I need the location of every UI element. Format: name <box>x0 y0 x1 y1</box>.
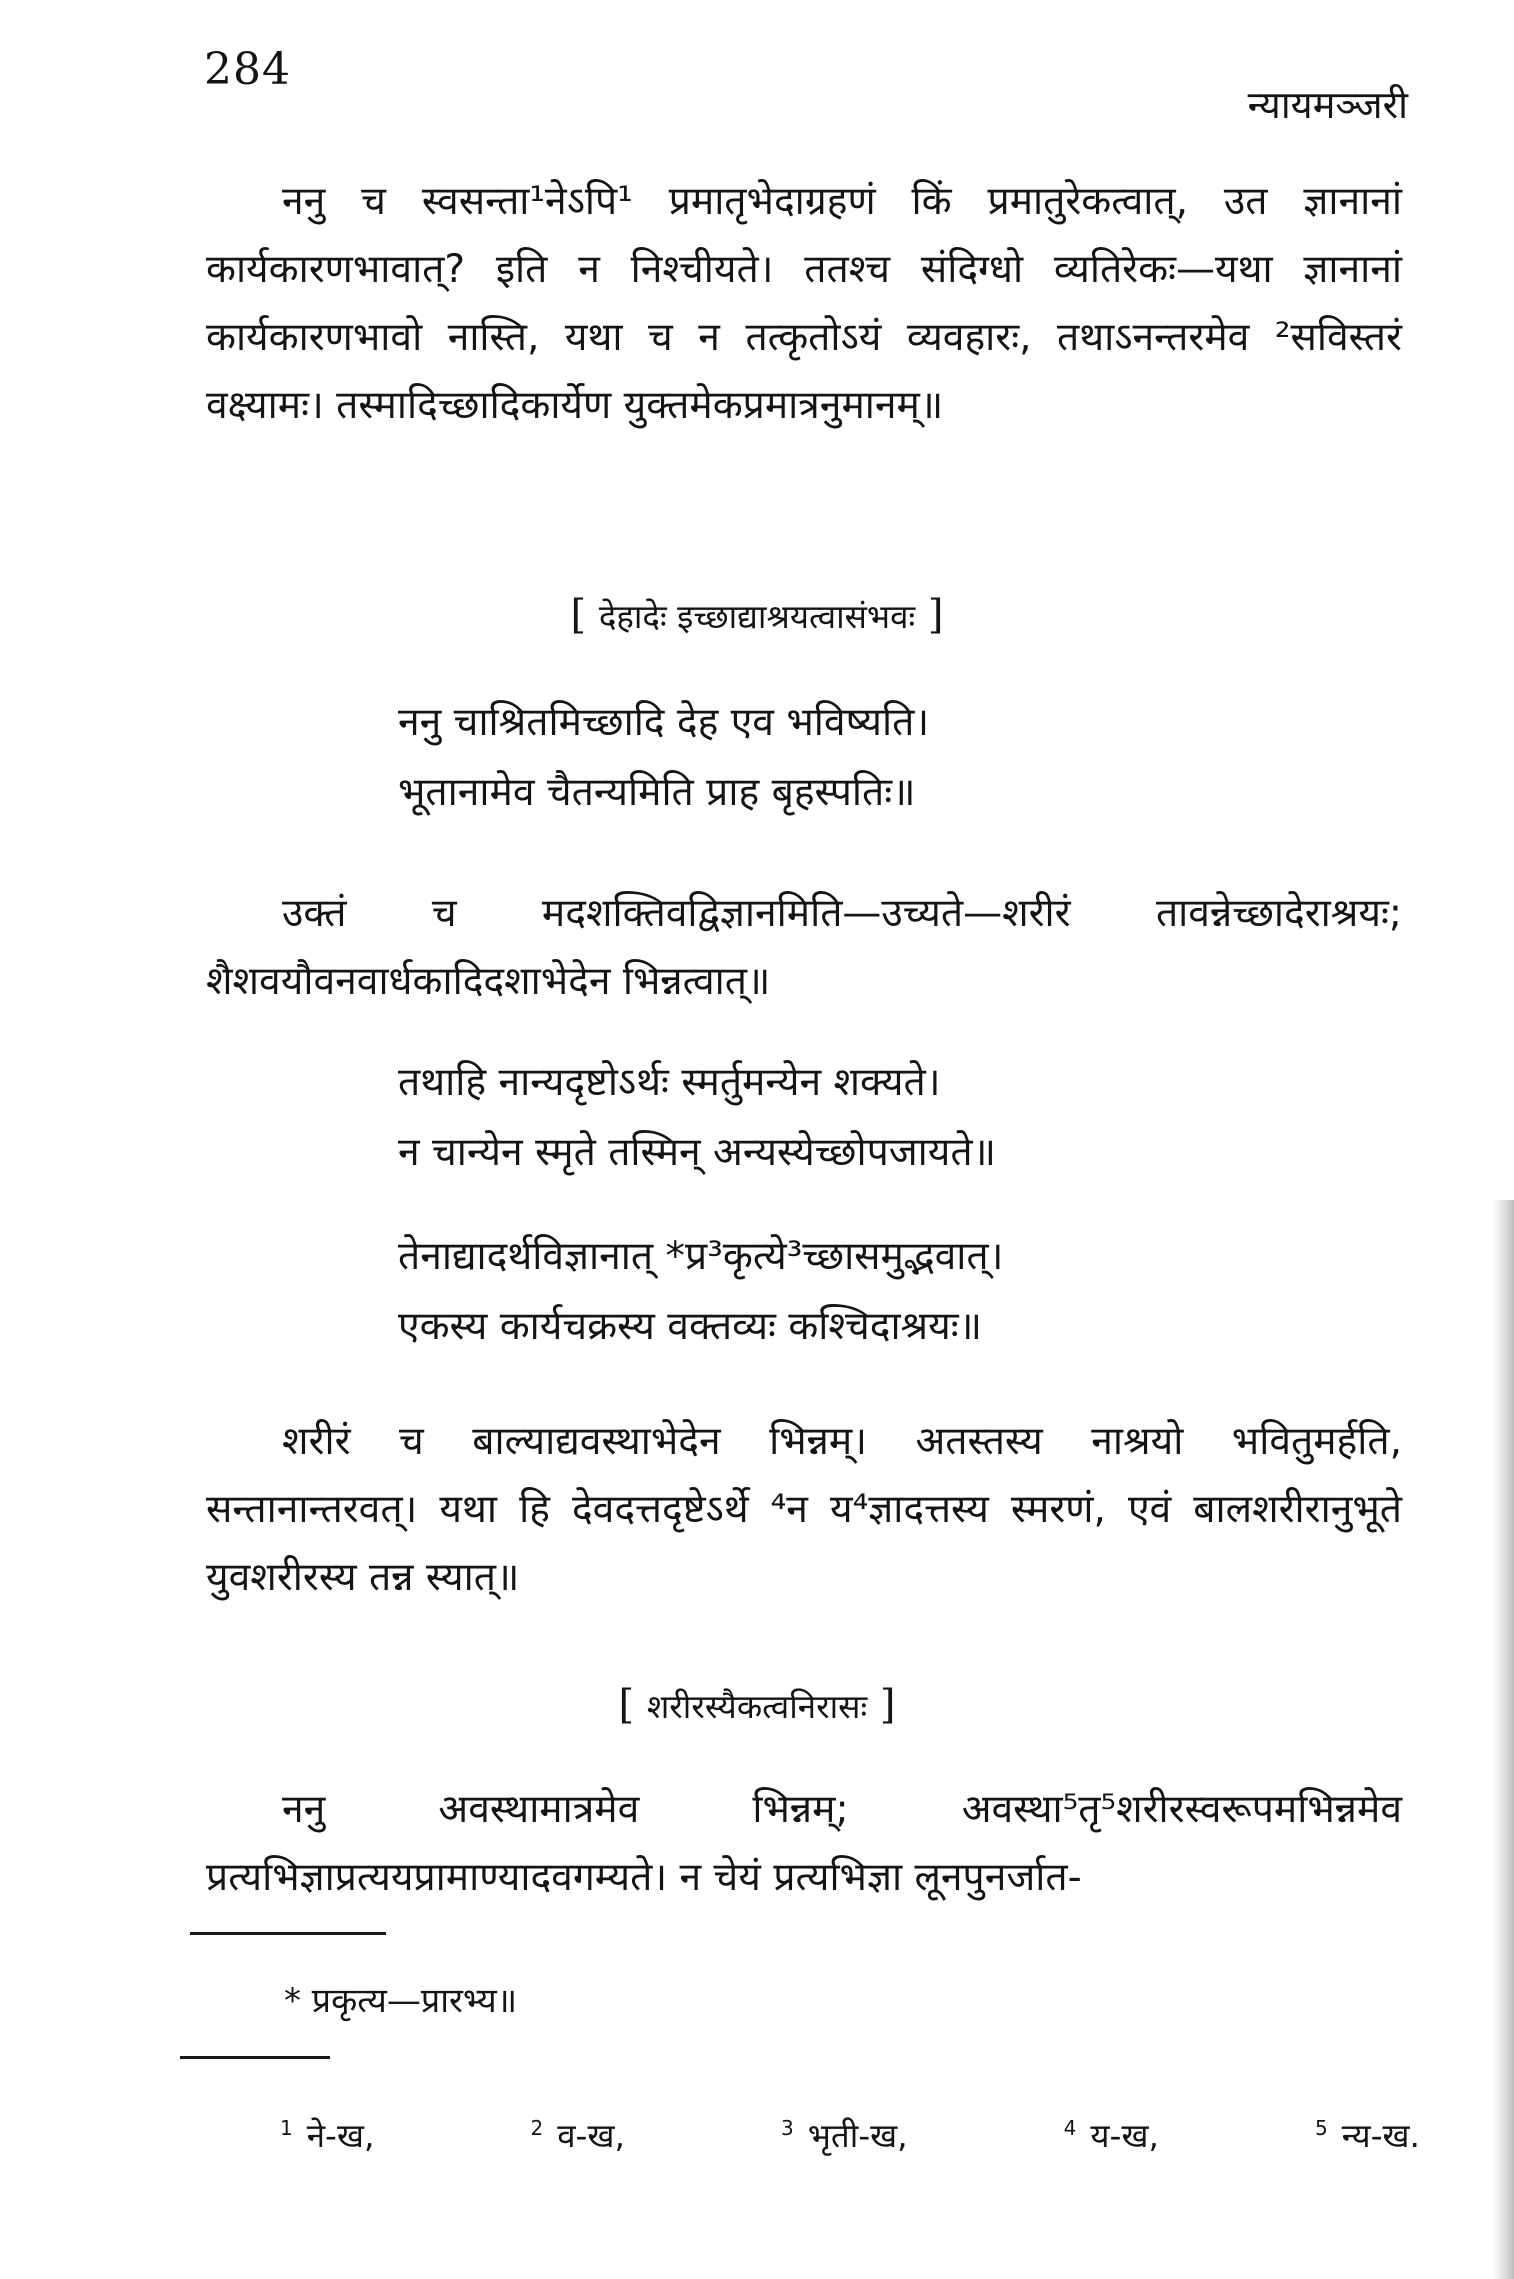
variant-mark: 3 <box>780 2116 794 2140</box>
paragraph-text: उक्तं च मदशक्तिवद्विज्ञानमिति—उच्यते—शरीरं तावन्नेच्छादेराश्रयः; शैशवयौवनवार्धकादिदशाभेदेन भिन्नत्वात्॥ <box>206 891 1402 1004</box>
paragraph-text: ननु च स्वसन्ता¹नेऽपि¹ प्रमातृभेदाग्रहणं किं प्रमातुरेकत्वात्, उत ज्ञानानां कार्यकारणभावात्? इति न निश्चीयते। ततश्च संदिग्धो व्यतिरेकः—यथा ज्ञानानां कार्यकारणभावो नास्ति, यथा च न तत्कृतोऽयं व्यवहारः, तथाऽनन्तरमेव ²सविस्तरं वक्ष्यामः। तस्मादिच्छादिकार्येण युक्तमेकप्रमात्रनुमानम्॥ <box>206 179 1402 428</box>
variant-mark: 2 <box>530 2116 544 2140</box>
verse-line: एकस्य कार्यचक्रस्य वक्तव्यः कश्चिदाश्रयः॥ <box>398 1304 983 1349</box>
variant-readings <box>280 2112 1420 2157</box>
variant-text: व-ख, <box>557 2116 625 2155</box>
variant-text: ने-ख, <box>306 2116 375 2155</box>
variant-reading <box>1064 2112 1159 2157</box>
running-head: न्यायमञ्जरी <box>1247 83 1408 127</box>
variants-rule <box>180 2056 330 2059</box>
heading-text: शरीरस्यैकत्वनिरासः <box>646 1687 868 1726</box>
section-heading-1: [ देहादेः इच्छाद्याश्रयत्वासंभवः ] <box>570 592 944 638</box>
footnote-star: * प्रकृत्य—प्रारभ्य॥ <box>284 1981 518 2021</box>
variant-mark: 5 <box>1314 2116 1328 2140</box>
variant-reading <box>1315 2112 1420 2157</box>
verse-1 <box>398 688 929 828</box>
page-edge-shadow <box>1492 1200 1514 2279</box>
verse-line: तेनाद्यादर्थविज्ञानात् *प्र³कृत्ये³च्छासमुद्भवात्। <box>398 1234 1004 1279</box>
section-heading-2: [ शरीरस्यैकत्वनिरासः ] <box>618 1682 896 1728</box>
paragraph-text: शरीरं च बाल्याद्यवस्थाभेदेन भिन्नम्। अतस्तस्य नाश्रयो भवितुमर्हति, सन्तानान्तरवत्। यथा हि देवदत्तदृष्टेऽर्थे ⁴न य⁴ज्ञादत्तस्य स्मरणं, एवं बालशरीरानुभूते युवशरीरस्य तन्न स्यात्॥ <box>206 1419 1402 1600</box>
variant-mark: 1 <box>280 2116 293 2140</box>
verse-line: भूतानामेव चैतन्यमिति प्राह बृहस्पतिः॥ <box>398 770 916 815</box>
variant-reading <box>530 2112 624 2157</box>
variant-text: य-ख, <box>1090 2116 1159 2155</box>
paragraph-4 <box>206 1776 1402 1912</box>
heading-text: देहादेः इच्छाद्याश्रयत्वासंभवः <box>598 597 916 636</box>
variant-reading <box>781 2112 908 2157</box>
page-number: 284 <box>204 44 291 95</box>
paragraph-3 <box>206 1408 1402 1612</box>
variant-mark: 4 <box>1063 2116 1077 2140</box>
verse-2 <box>398 1048 996 1188</box>
verse-line: तथाहि नान्यदृष्टोऽर्थः स्मर्तुमन्येन शक्यते। <box>398 1060 941 1105</box>
variant-text: न्य-ख. <box>1341 2116 1420 2155</box>
verse-line: न चान्येन स्मृते तस्मिन् अन्यस्येच्छोपजायते॥ <box>398 1130 996 1175</box>
paragraph-2 <box>206 880 1402 1016</box>
variant-text: भृती-ख, <box>807 2116 908 2155</box>
paragraph-1 <box>206 168 1402 440</box>
verse-3 <box>398 1222 1003 1362</box>
paragraph-text: ननु अवस्थामात्रमेव भिन्नम्; अवस्था⁵तृ⁵शरीरस्वरूपमभिन्नमेव प्रत्यभिज्ञाप्रत्ययप्रामाण्यादवगम्यते। न चेयं प्रत्यभिज्ञा लूनपुनर्जात- <box>206 1787 1402 1900</box>
footnote-rule <box>190 1932 386 1935</box>
variant-reading <box>280 2112 374 2157</box>
verse-line: ननु चाश्रितमिच्छादि देह एव भविष्यति। <box>398 700 930 745</box>
